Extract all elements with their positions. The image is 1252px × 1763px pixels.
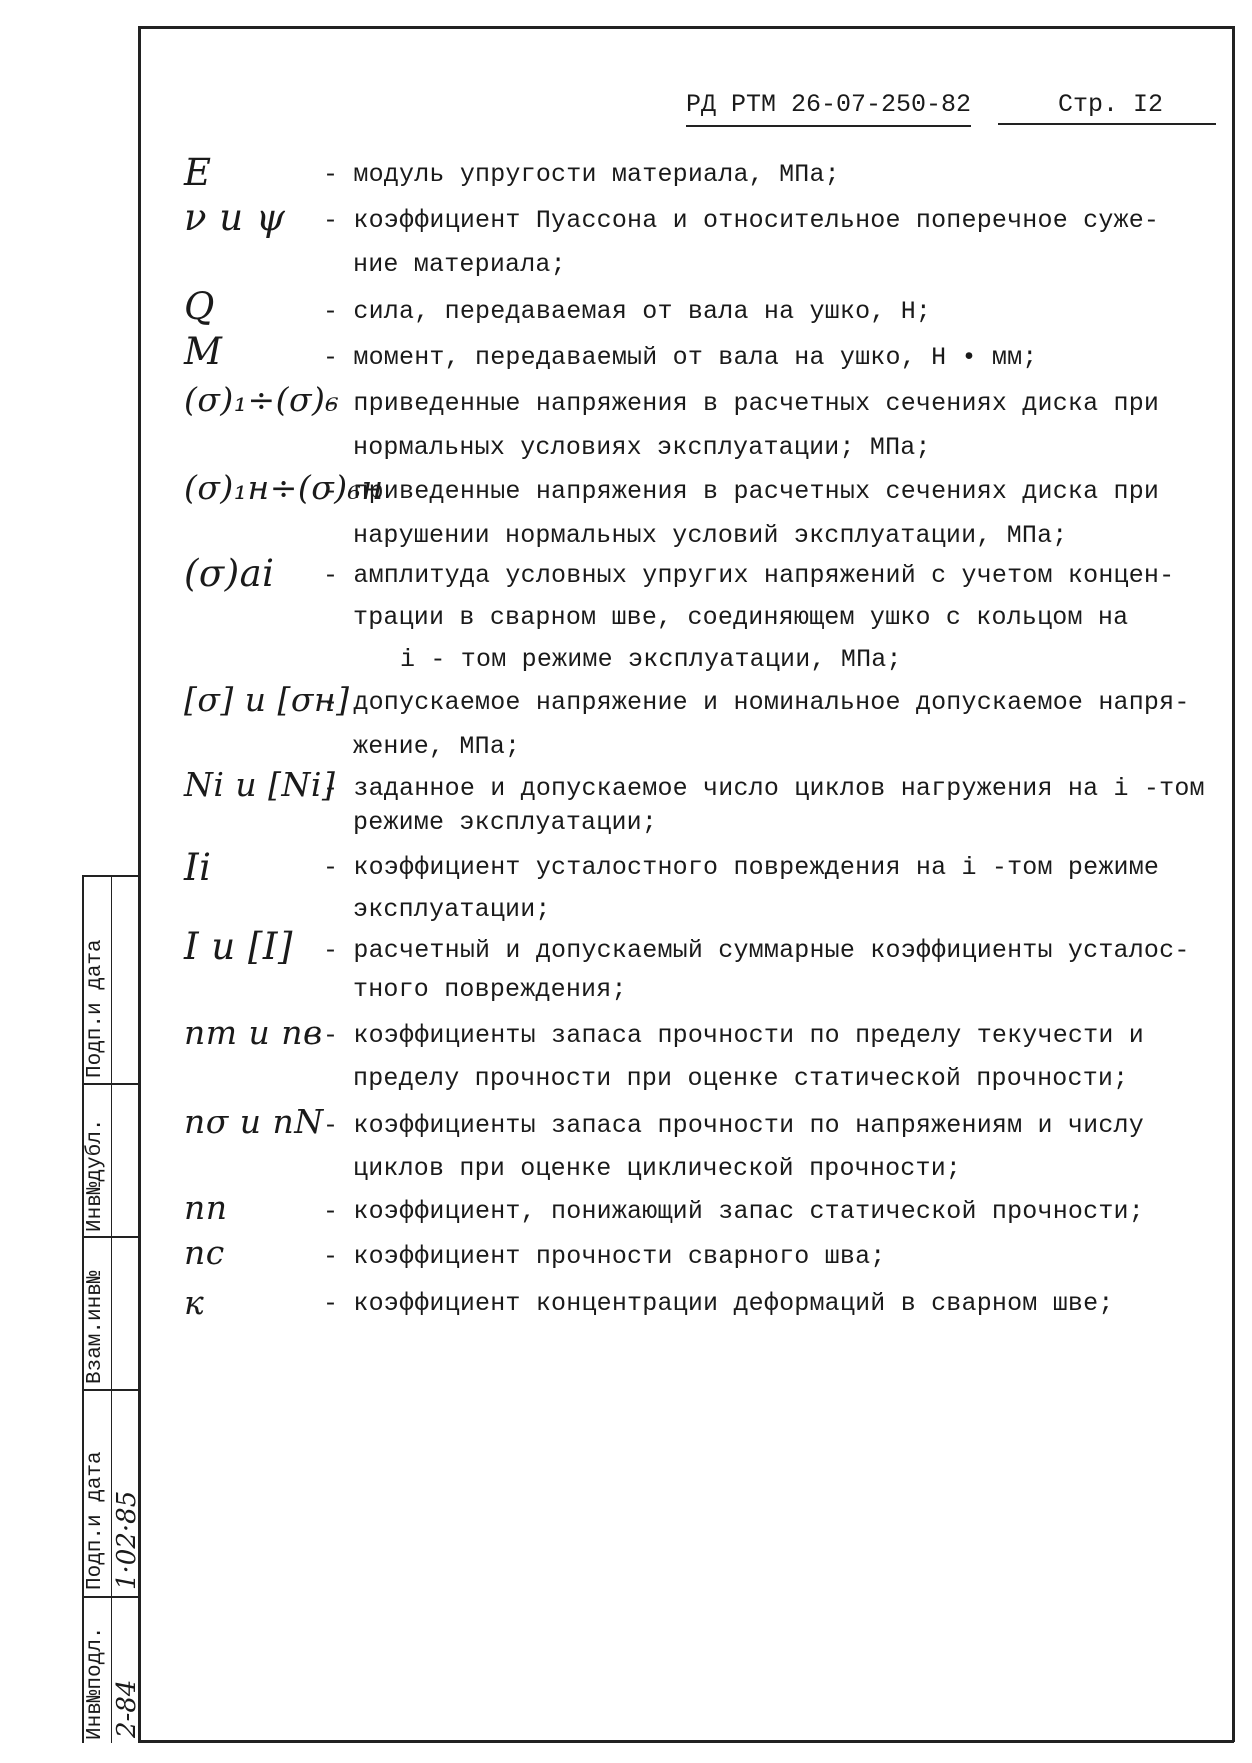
- definition-line: эксплуатации;: [353, 895, 551, 924]
- symbol: Ii: [184, 846, 212, 889]
- definition-line: - сила, передаваемая от вала на ушко, Н;: [323, 297, 932, 326]
- frame-bottom-border: [138, 1740, 1234, 1743]
- stamp-handwritten-date: 1·02·85: [112, 1490, 142, 1590]
- definition-line: - коэффициент прочности сварного шва;: [323, 1242, 886, 1271]
- stamp-label: Инв№подл.: [84, 1626, 107, 1740]
- stamp-divider: [83, 1596, 139, 1598]
- definition-line: - коэффициент, понижающий запас статической прочности;: [323, 1197, 1144, 1226]
- definition-line: пределу прочности при оценке статической прочности;: [353, 1064, 1129, 1093]
- stamp-divider: [83, 1236, 139, 1238]
- definition-line: i - том режиме эксплуатации, МПа;: [400, 645, 902, 674]
- stamp-divider: [83, 1083, 139, 1085]
- symbol: I и [I]: [184, 925, 293, 968]
- definition-line: циклов при оценке циклической прочности;: [353, 1154, 962, 1183]
- symbol: E: [184, 151, 212, 194]
- stamp-label: Подп.и дата: [84, 939, 107, 1078]
- symbol: к: [184, 1283, 205, 1322]
- definition-line: ние материала;: [353, 250, 566, 279]
- frame-left-border: [138, 26, 141, 1743]
- definition-line: нормальных условиях эксплуатации; МПа;: [353, 433, 931, 462]
- symbol: nс: [184, 1233, 225, 1272]
- symbol: (σ)₁÷(σ)₆: [184, 380, 340, 419]
- stamp-divider: [83, 875, 139, 877]
- definition-line: тного повреждения;: [353, 975, 627, 1004]
- definition-line: - коэффициент усталостного повреждения на i -том режиме: [323, 853, 1160, 882]
- page-number-underline: [998, 123, 1216, 125]
- symbol: nп: [184, 1188, 228, 1227]
- definition-line: - расчетный и допускаемый суммарные коэффициенты усталос-: [323, 936, 1190, 965]
- definition-line: - коэффициенты запаса прочности по напряжениям и числу: [323, 1111, 1144, 1140]
- stamp-divider: [83, 1389, 139, 1391]
- stamp-inner-border: [111, 875, 112, 1743]
- document-code: РД РТМ 26-07-250-82: [686, 90, 972, 119]
- definition-line: - заданное и допускаемое число циклов нагружения на i -том: [323, 774, 1205, 803]
- symbol: M: [184, 330, 223, 373]
- definition-line: жение, МПа;: [353, 732, 521, 761]
- definition-line: - приведенные напряжения в расчетных сечениях диска при: [323, 477, 1160, 506]
- symbol: [σ] и [σн]: [184, 680, 350, 719]
- definition-line: нарушении нормальных условий эксплуатации, МПа;: [353, 521, 1068, 550]
- stamp-label: Инв№дубл.: [84, 1118, 107, 1232]
- definition-line: - допускаемое напряжение и номинальное допускаемое напря-: [323, 688, 1190, 717]
- frame-right-border: [1232, 26, 1235, 1742]
- symbol: Ni и [Ni]: [184, 765, 336, 804]
- symbol: nт и nв: [184, 1013, 323, 1052]
- symbol: Q: [184, 285, 215, 328]
- symbol: nσ и nN: [184, 1102, 324, 1141]
- symbol: (σ)₁н÷(σ)₆н: [184, 468, 384, 507]
- definition-line: - коэффициент Пуассона и относительное поперечное суже-: [323, 206, 1160, 235]
- definition-line: трации в сварном шве, соединяющем ушко с кольцом на: [353, 603, 1129, 632]
- stamp-label: Подп.и дата: [84, 1451, 107, 1590]
- definition-line: - приведенные напряжения в расчетных сечениях диска при: [323, 389, 1160, 418]
- stamp-label: Взам.инв№: [84, 1270, 107, 1384]
- symbol: (σ)ai: [184, 552, 275, 595]
- definition-line: режиме эксплуатации;: [353, 808, 658, 837]
- definition-line: - коэффициент концентрации деформаций в сварном шве;: [323, 1289, 1114, 1318]
- symbol: ν и ψ: [184, 196, 286, 239]
- definition-line: - момент, передаваемый от вала на ушко, Н • мм;: [323, 343, 1038, 372]
- stamp-handwritten-inventory: 2-84: [112, 1679, 142, 1738]
- page-number: Стр. I2: [1058, 90, 1164, 119]
- frame-top-border: [138, 26, 1234, 29]
- definition-line: - модуль упругости материала, МПа;: [323, 160, 840, 189]
- definition-line: - амплитуда условных упругих напряжений с учетом концен-: [323, 561, 1175, 590]
- definition-line: - коэффициенты запаса прочности по пределу текучести и: [323, 1021, 1144, 1050]
